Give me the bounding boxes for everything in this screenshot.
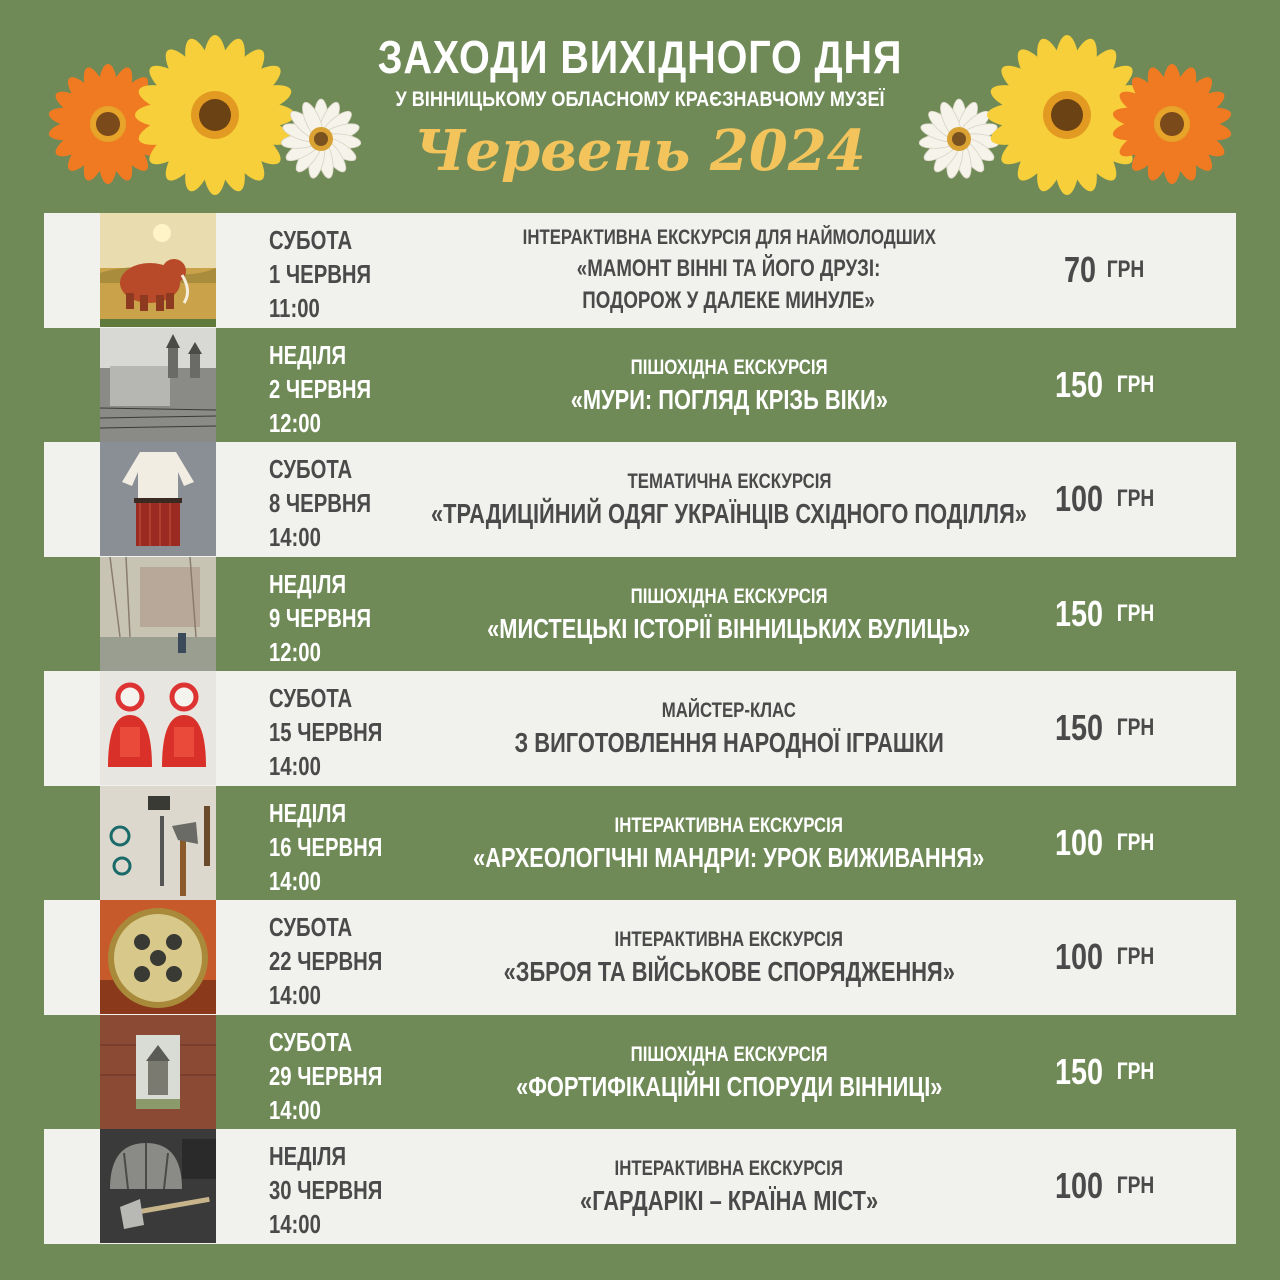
price-value: 150 (1055, 707, 1104, 748)
event-date (269, 1025, 425, 1127)
event-type: ІНТЕРАКТИВНА ЕКСКУРСІЯ ДЛЯ НАЙМОЛОДШИХ (522, 226, 936, 249)
event-time: 14:00 (269, 751, 321, 781)
event-name: «МИСТЕЦЬКІ ІСТОРІЇ ВІННИЦЬКИХ ВУЛИЦЬ» (487, 612, 971, 644)
price-value: 100 (1055, 478, 1104, 519)
mammoth-illustration (100, 213, 216, 327)
page-subtitle: У ВІННИЦЬКОМУ ОБЛАСНОМУ КРАЄЗНАВЧОМУ МУЗЕЇ (395, 88, 885, 111)
event-price (1044, 213, 1164, 327)
price-value: 100 (1055, 1165, 1104, 1206)
event-day-date: 22 ЧЕРВНЯ (269, 946, 383, 976)
price-value: 100 (1055, 821, 1104, 863)
price-value: 150 (1055, 1050, 1104, 1092)
event-price (1044, 442, 1164, 556)
event-price (1044, 671, 1164, 785)
event-day-date: 16 ЧЕРВНЯ (269, 831, 383, 862)
price-currency: ГРН (1116, 943, 1154, 970)
header (0, 0, 1280, 212)
event-date (269, 452, 425, 554)
fortification-photo (100, 1015, 216, 1129)
event-name: «МАМОНТ ВІННІ ТА ЙОГО ДРУЗІ: (577, 255, 881, 282)
event-description (414, 557, 1044, 671)
price-currency: ГРН (1116, 370, 1154, 398)
event-name: «МУРИ: ПОГЛЯД КРІЗЬ ВІКИ» (570, 383, 888, 415)
event-description (414, 442, 1044, 556)
shield-photo (100, 900, 216, 1014)
event-description (414, 900, 1044, 1014)
event-time: 14:00 (269, 522, 321, 552)
event-name: «ЗБРОЯ ТА ВІЙСЬКОВЕ СПОРЯДЖЕННЯ» (503, 956, 955, 987)
event-name: «ГАРДАРІКІ – КРАЇНА МІСТ» (579, 1185, 879, 1216)
event-row (44, 328, 1236, 443)
event-day: НЕДІЛЯ (269, 797, 347, 828)
street-painting (100, 557, 216, 671)
event-description (414, 786, 1044, 900)
event-description (414, 671, 1044, 785)
event-price (1044, 328, 1164, 442)
event-day-date: 1 ЧЕРВНЯ (269, 259, 372, 289)
event-row (44, 557, 1236, 672)
event-type: ПІШОХІДНА ЕКСКУРСІЯ (630, 355, 828, 379)
event-description (414, 1129, 1044, 1243)
event-day: СУБОТА (269, 225, 353, 255)
event-day-date: 9 ЧЕРВНЯ (269, 602, 372, 633)
event-day-date: 29 ЧЕРВНЯ (269, 1060, 383, 1091)
event-date (269, 796, 425, 898)
event-type: ПІШОХІДНА ЕКСКУРСІЯ (630, 584, 828, 608)
event-name: «АРХЕОЛОГІЧНІ МАНДРИ: УРОК ВИЖИВАННЯ» (473, 841, 985, 873)
price-value: 150 (1055, 592, 1104, 634)
event-description (414, 328, 1044, 442)
price-currency: ГРН (1116, 1172, 1154, 1199)
event-day-date: 8 ЧЕРВНЯ (269, 488, 372, 518)
event-time: 14:00 (269, 1209, 321, 1239)
price-value: 100 (1055, 936, 1104, 977)
event-row (44, 671, 1236, 786)
price-value: 150 (1055, 363, 1104, 405)
event-row (44, 786, 1236, 901)
price-currency: ГРН (1116, 1057, 1154, 1085)
event-type: ІНТЕРАКТИВНА ЕКСКУРСІЯ (614, 928, 844, 951)
price-currency: ГРН (1106, 256, 1144, 283)
page-title: ЗАХОДИ ВИХІДНОГО ДНЯ (377, 31, 903, 83)
helmet-and-axe-photo (100, 1129, 216, 1243)
event-day: НЕДІЛЯ (269, 339, 347, 370)
event-date (269, 1139, 425, 1241)
event-name: З ВИГОТОВЛЕННЯ НАРОДНОЇ ІГРАШКИ (514, 727, 944, 758)
event-time: 14:00 (269, 1094, 321, 1125)
events-list (44, 213, 1236, 1244)
price-currency: ГРН (1116, 599, 1154, 627)
event-date (269, 338, 425, 440)
event-price (1044, 1129, 1164, 1243)
event-type: ІНТЕРАКТИВНА ЕКСКУРСІЯ (614, 1157, 844, 1180)
traditional-costume-photo (100, 442, 216, 556)
archaeological-tools-photo (100, 786, 216, 900)
event-day-date: 30 ЧЕРВНЯ (269, 1175, 383, 1205)
event-name: «ТРАДИЦІЙНИЙ ОДЯГ УКРАЇНЦІВ СХІДНОГО ПОДІЛЛЯ» (431, 498, 1027, 529)
folk-dolls-photo (100, 671, 216, 785)
month-label: Червень 2024 (414, 118, 866, 184)
event-time: 12:00 (269, 636, 321, 667)
event-day: НЕДІЛЯ (269, 1141, 347, 1171)
event-time: 11:00 (269, 293, 320, 323)
event-time: 14:00 (269, 980, 321, 1010)
price-value: 70 (1063, 249, 1096, 290)
price-currency: ГРН (1116, 485, 1154, 512)
event-price (1044, 1015, 1164, 1129)
city-walls-engraving (100, 328, 216, 442)
event-price (1044, 557, 1164, 671)
event-name: «ФОРТИФІКАЦІЙНІ СПОРУДИ ВІННИЦІ» (515, 1070, 943, 1102)
event-type: ТЕМАТИЧНА ЕКСКУРСІЯ (626, 470, 831, 493)
event-description (414, 213, 1044, 327)
event-date (269, 567, 425, 669)
event-description (414, 1015, 1044, 1129)
event-day: НЕДІЛЯ (269, 568, 347, 599)
event-row (44, 1015, 1236, 1130)
event-type: ІНТЕРАКТИВНА ЕКСКУРСІЯ (614, 813, 844, 837)
event-time: 12:00 (269, 407, 321, 438)
event-price (1044, 900, 1164, 1014)
event-row (44, 442, 1236, 557)
event-date (269, 910, 425, 1012)
event-row (44, 1129, 1236, 1244)
event-day: СУБОТА (269, 454, 353, 484)
price-currency: ГРН (1116, 828, 1154, 856)
event-date (269, 681, 425, 783)
price-currency: ГРН (1116, 714, 1154, 741)
event-row (44, 213, 1236, 328)
event-type: МАЙСТЕР-КЛАС (661, 699, 797, 722)
event-day-date: 15 ЧЕРВНЯ (269, 717, 383, 747)
event-time: 14:00 (269, 865, 321, 896)
event-day: СУБОТА (269, 683, 353, 713)
event-row (44, 900, 1236, 1015)
event-day: СУБОТА (269, 912, 353, 942)
event-day-date: 2 ЧЕРВНЯ (269, 373, 372, 404)
event-price (1044, 786, 1164, 900)
event-name-line2: ПОДОРОЖ У ДАЛЕКЕ МИНУЛЕ» (582, 287, 876, 314)
event-type: ПІШОХІДНА ЕКСКУРСІЯ (630, 1042, 828, 1066)
event-date (269, 223, 425, 325)
event-day: СУБОТА (269, 1026, 353, 1057)
